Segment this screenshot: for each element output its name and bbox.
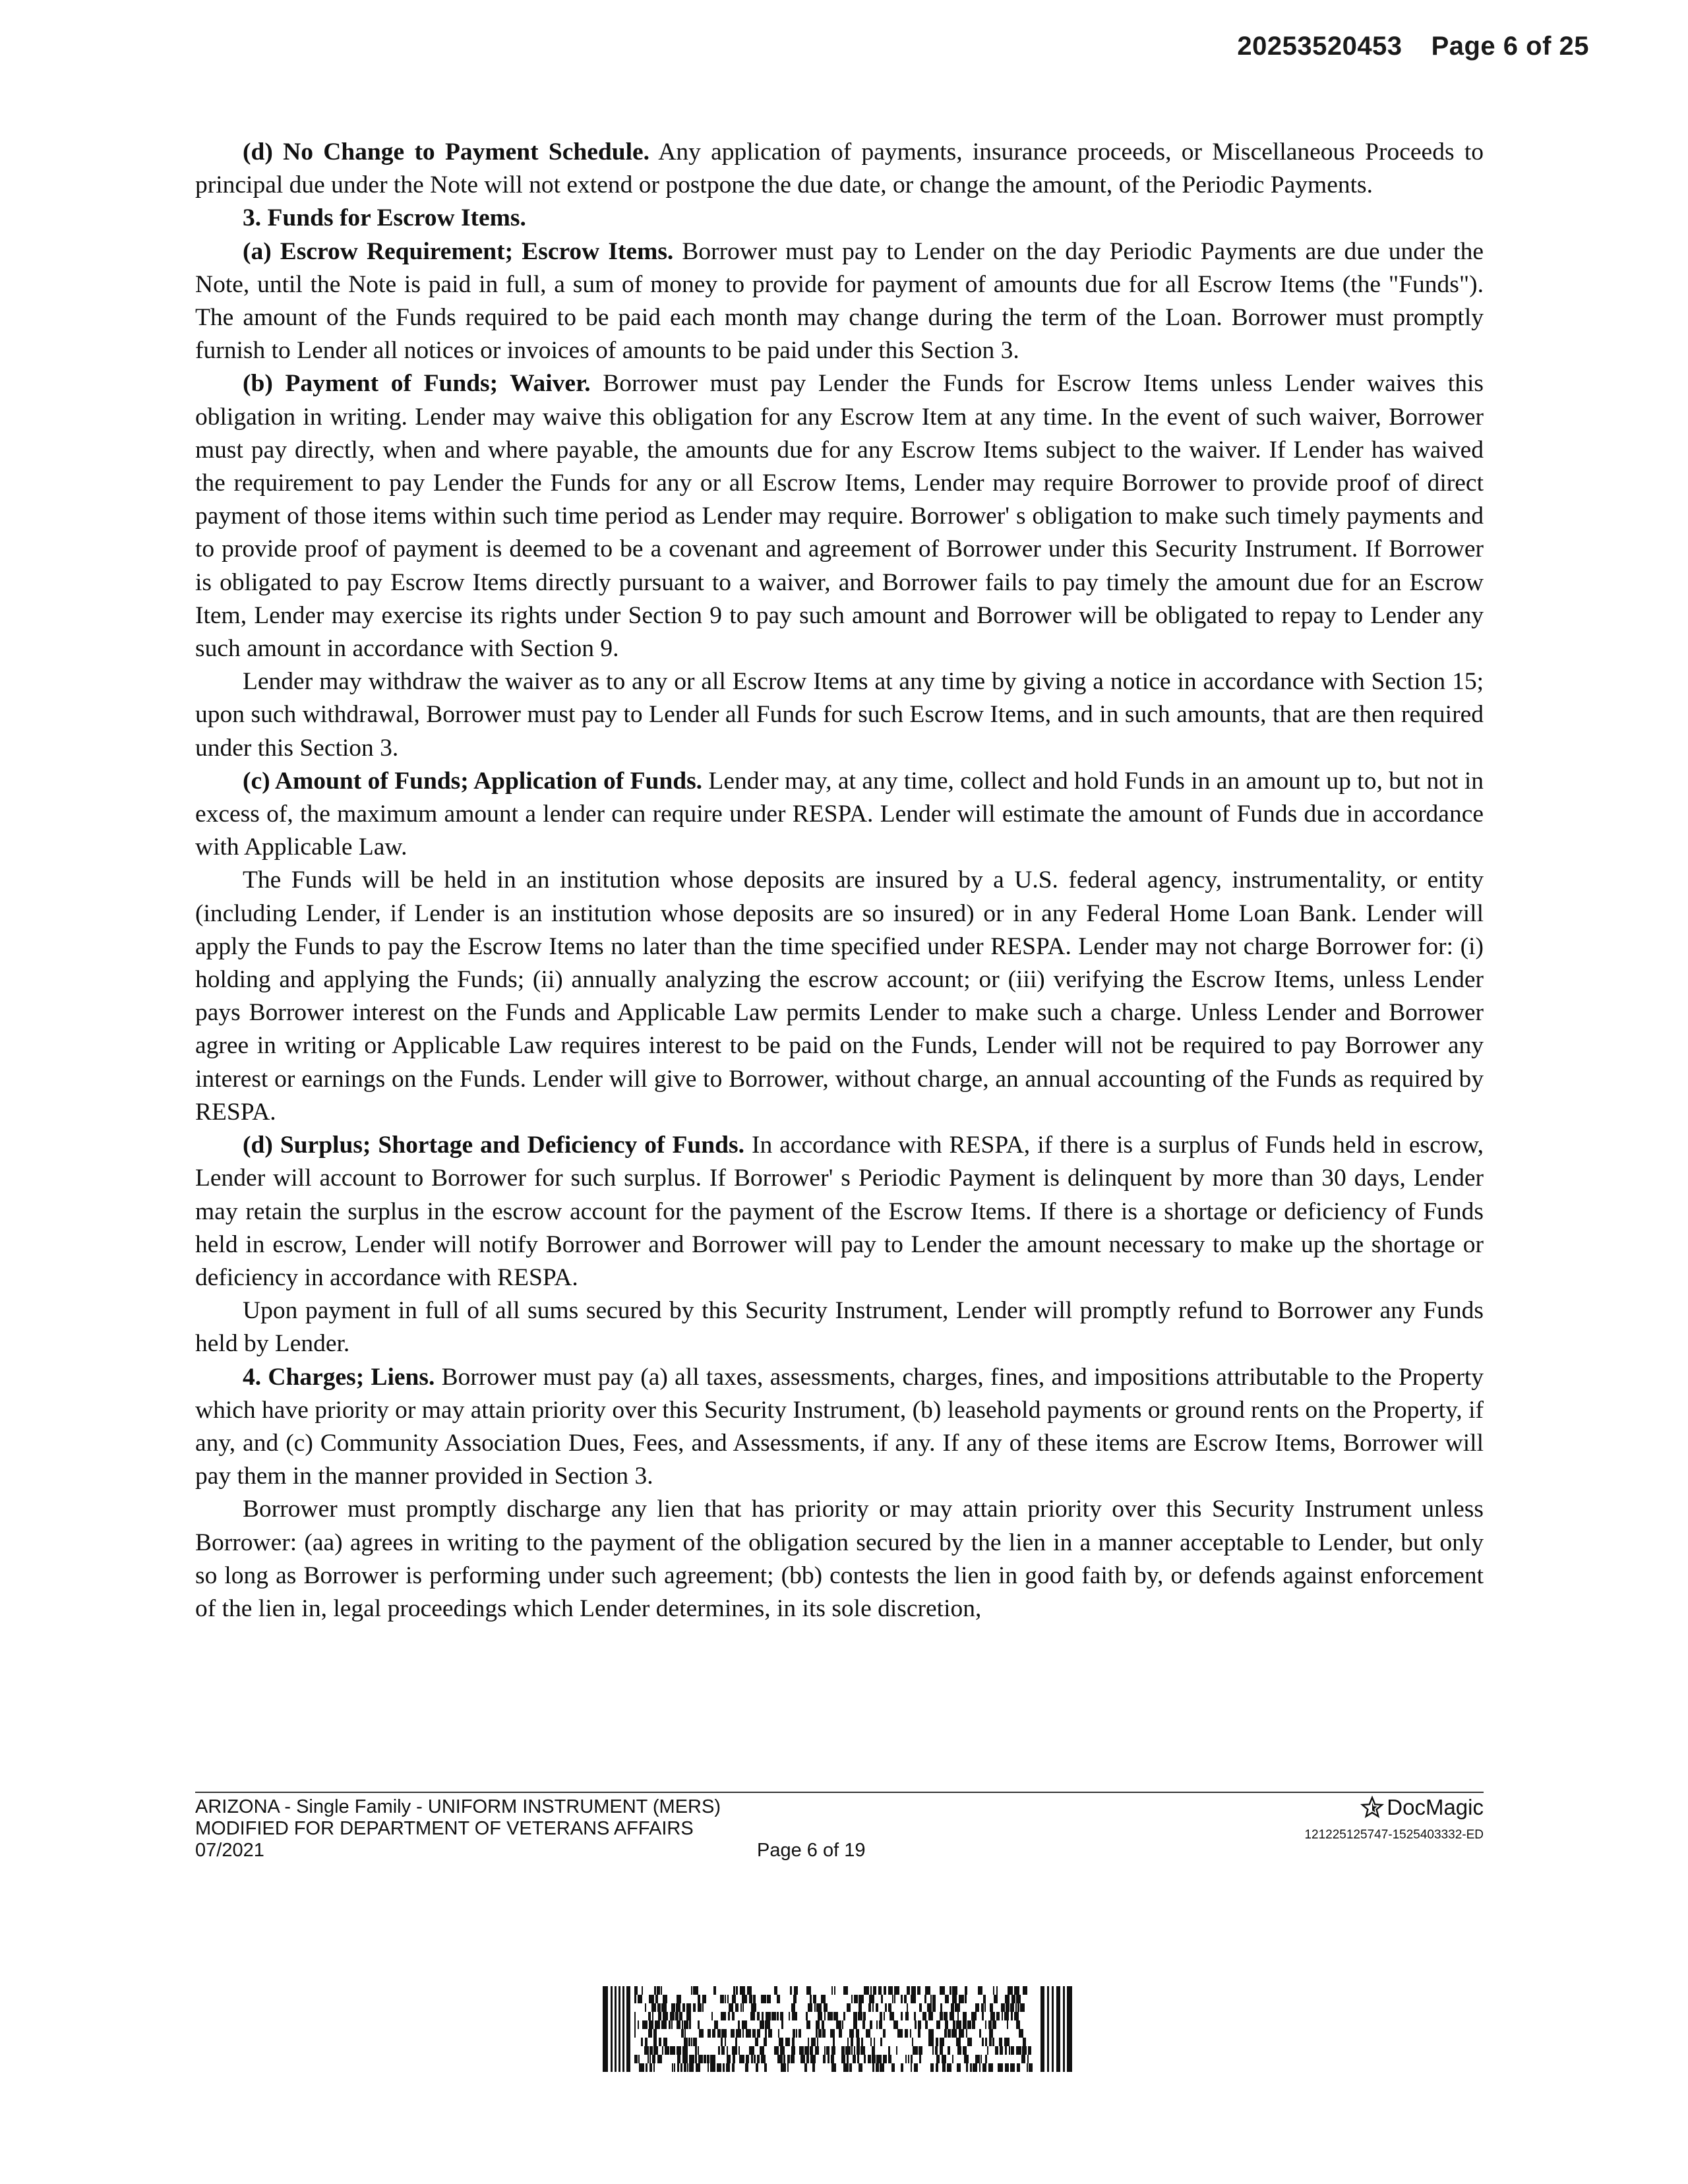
paragraph-text: Upon payment in full of all sums secured by this Security Instrument, Lender will promptly refund to Borrower any Funds held by Lender. [195, 1297, 1484, 1358]
recording-header [1237, 32, 1589, 61]
paragraph-heading: (c) Amount of Funds; Application of Funds. [243, 767, 703, 795]
paragraph-escrow-requirement [195, 235, 1484, 368]
paragraph-text: Borrower must promptly discharge any lien that has priority or may attain priority over this Security Instrument unless Borrower: (aa) agrees in writing to the payment of the obligation secured by the lien in a manner acceptable to Lender, but only so long as Borrower is performing under such agreement; (bb) contests the lien in good faith by, or defends against enforcement of the lien in, legal proceedings which Lender determines, in its sole discretion, [195, 1496, 1484, 1622]
paragraph-heading: (b) Payment of Funds; Waiver. [243, 370, 591, 398]
paragraph-text: Borrower must pay Lender the Funds for Escrow Items unless Lender waives this obligation in writing. Lender may waive this obligation for any Escrow Item at any time. In the event of such waiver, Borrower must pay directly, when and where payable, the amounts due for any Escrow Items subject to the waiver. If Lender has waived the requirement to pay Lender the Funds for any or all Escrow Items, Lender may require Borrower to provide proof of direct payment of those items within such time period as Lender may require. Borrower' s obligation to make such timely payments and to provide proof of payment is deemed to be a covenant and agreement of Borrower under this Security Instrument. If Borrower is obligated to pay Escrow Items directly pursuant to a waiver, and Borrower fails to pay timely the amount due for an Escrow Item, Lender may exercise its rights under Section 9 to pay such amount and Borrower will be obligated to repay to Lender any such amount in accordance with Section 9. [195, 370, 1484, 663]
document-id: 121225125747-1525403332-ED [1304, 1828, 1484, 1842]
paragraph-charges-liens [195, 1361, 1484, 1494]
paragraph-text: Lender may withdraw the waiver as to any or all Escrow Items at any time by giving a notice in accordance with Section 15; upon such withdrawal, Borrower must pay to Lender all Funds for such Escrow Items, and in such amounts, that are then required under this Section 3. [195, 668, 1484, 762]
paragraph-surplus-shortage [195, 1129, 1484, 1294]
paragraph-heading: (a) Escrow Requirement; Escrow Items. [243, 237, 674, 265]
paragraph-funds-held [195, 864, 1484, 1129]
document-body [195, 136, 1484, 1625]
footer-form-info [195, 1796, 986, 1862]
paragraph-heading: (d) No Change to Payment Schedule. [243, 138, 650, 166]
footer-line-2: MODIFIED FOR DEPARTMENT OF VETERANS AFFAIRS [195, 1818, 694, 1839]
paragraph-text: In accordance with RESPA, if there is a surplus of Funds held in escrow, Lender will account to Borrower for such surplus. If Borrower' s Periodic Payment is delinquent by more than 30 days, Lender may retain the surplus in the escrow account for the payment of the Escrow Items. If there is a shortage or deficiency of Funds held in escrow, Lender will notify Borrower and Borrower will pay to Lender the amount necessary to make up the shortage or deficiency in accordance with RESPA. [195, 1132, 1484, 1291]
brand-name: DocMagic [1387, 1795, 1484, 1819]
section-3-heading [195, 202, 1484, 235]
footer-line-3: 07/2021 [195, 1840, 264, 1861]
record-number: 20253520453 [1237, 32, 1402, 61]
star-icon [1360, 1796, 1384, 1819]
paragraph-withdraw-waiver [195, 665, 1484, 765]
paragraph-heading: 3. Funds for Escrow Items. [243, 204, 526, 232]
paragraph-text: Lender may, at any time, collect and hold Funds in an amount up to, but not in excess of, the maximum amount a lender can require under RESPA. Lender will estimate the amount of Funds due in accordance with Applicable Law. [195, 767, 1484, 861]
header-page-label: Page 6 of 25 [1431, 32, 1589, 61]
footer-divider [195, 1792, 1484, 1793]
paragraph-text: Borrower must pay (a) all taxes, assessments, charges, fines, and impositions attributable to the Property which have priority or may attain priority over this Security Instrument, (b) leasehold payments or ground rents on the Property, if any, and (c) Community Association Dues, Fees, and Assessments, if any. If any of these items are Escrow Items, Borrower will pay them in the manner provided in Section 3. [195, 1363, 1484, 1490]
paragraph-no-change-schedule [195, 136, 1484, 202]
paragraph-text: Borrower must pay to Lender on the day Periodic Payments are due under the Note, until the Note is paid in full, a sum of money to provide for payment of amounts due for all Escrow Items (the "Funds"). The amount of the Funds required to be paid each month may change during the term of the Loan. Borrower must promptly furnish to Lender all notices or invoices of amounts to be paid under this Section 3. [195, 237, 1484, 365]
footer-line-1: ARIZONA - Single Family - UNIFORM INSTRUMENT (MERS) [195, 1796, 721, 1817]
paragraph-discharge-lien [195, 1493, 1484, 1625]
paragraph-amount-of-funds [195, 765, 1484, 864]
paragraph-refund [195, 1294, 1484, 1360]
paragraph-payment-waiver [195, 367, 1484, 665]
paragraph-text: The Funds will be held in an institution whose deposits are insured by a U.S. federal agency, instrumentality, or entity (including Lender, if Lender is an institution whose deposits are so insured) or in any Federal Home Loan Bank. Lender will apply the Funds to pay the Escrow Items no later than the time specified under RESPA. Lender may not charge Borrower for: (i) holding and applying the Funds; (ii) annually analyzing the escrow account; or (iii) verifying the Escrow Items, unless Lender pays Borrower interest on the Funds and Applicable Law permits Lender to make such a charge. Unless Lender and Borrower agree in writing or Applicable Law requires interest to be paid on the Funds, Lender will not be required to pay Borrower any interest or earnings on the Funds. Lender will give to Borrower, without charge, an annual accounting of the Funds as required by RESPA. [195, 866, 1484, 1126]
footer-page-number: Page 6 of 19 [757, 1840, 866, 1861]
paragraph-text: Any application of payments, insurance proceeds, or Miscellaneous Proceeds to principal due under the Note will not extend or postpone the due date, or change the amount, of the Periodic Payments. [195, 138, 1484, 199]
docmagic-logo [1360, 1795, 1484, 1820]
barcode-icon [603, 1986, 1072, 2072]
paragraph-heading: (d) Surplus; Shortage and Deficiency of Funds. [243, 1132, 744, 1159]
paragraph-heading: 4. Charges; Liens. [243, 1363, 435, 1391]
